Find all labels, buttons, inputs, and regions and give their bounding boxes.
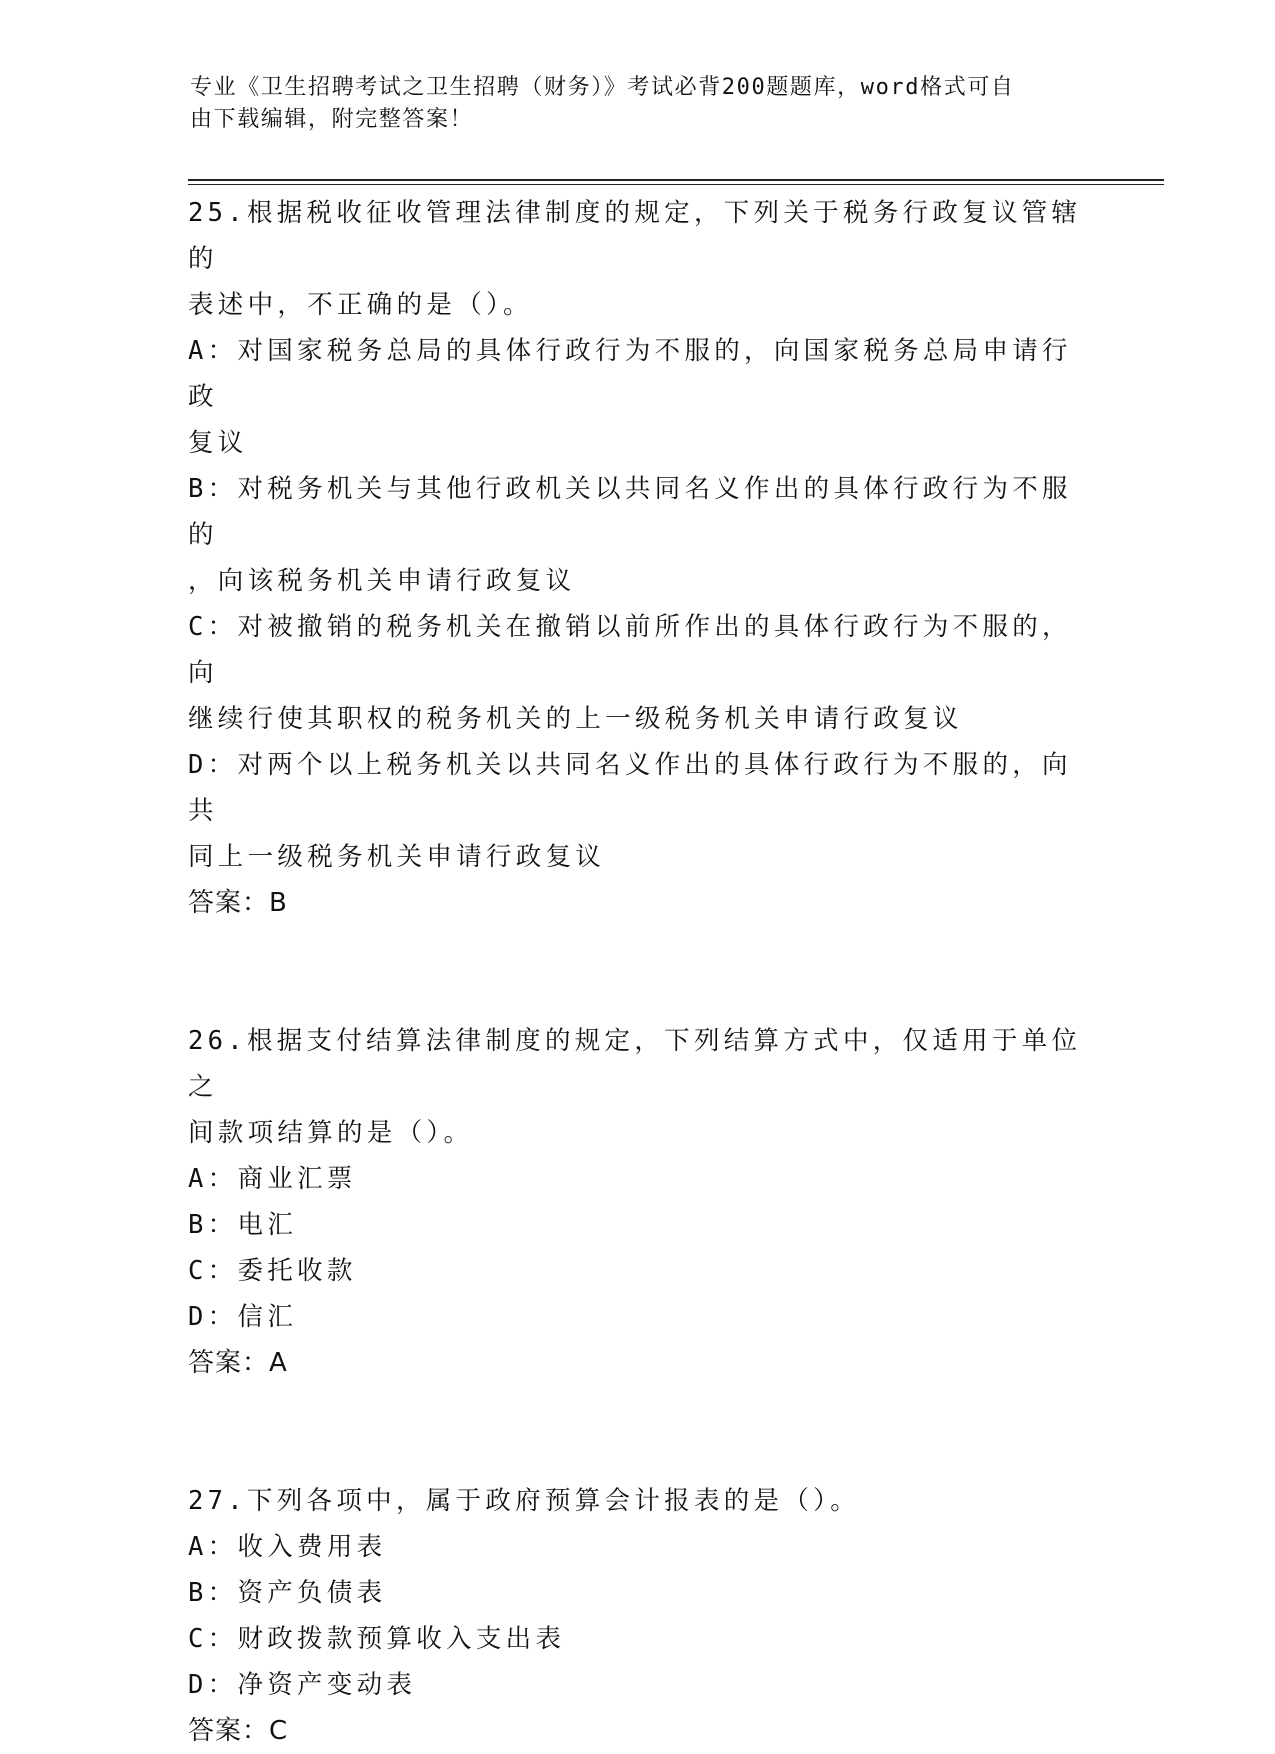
- question-text-line: 27.下列各项中，属于政府预算会计报表的是（）。: [188, 1486, 861, 1516]
- question-text-line: 26.根据支付结算法律制度的规定，下列结算方式中，仅适用于单位之: [188, 1026, 1082, 1102]
- option-b-line: ，向该税务机关申请行政复议: [188, 566, 576, 596]
- question-text-line: 表述中，不正确的是（）。: [188, 290, 533, 320]
- answer-label: 答案：C: [188, 1716, 289, 1746]
- question-spacer: [188, 926, 1088, 1018]
- option-d-line: D：信汇: [188, 1302, 298, 1332]
- question-text-line: 25.根据税收征收管理法律制度的规定，下列关于税务行政复议管辖的: [188, 198, 1082, 274]
- header-line-1: 专业《卫生招聘考试之卫生招聘（财务）》考试必背200题题库，word格式可自: [190, 75, 1015, 100]
- option-c-line: C：对被撤销的税务机关在撤销以前所作出的具体行政行为不服的，向: [188, 612, 1072, 688]
- header-divider-thick: [188, 179, 1164, 181]
- question-27: [188, 1478, 1088, 1754]
- answer-label: 答案：A: [188, 1348, 288, 1378]
- option-c-line: C：财政拨款预算收入支出表: [188, 1624, 566, 1654]
- question-text-line: 间款项结算的是（）。: [188, 1118, 474, 1148]
- option-a-line: A：收入费用表: [188, 1532, 387, 1562]
- option-b-line: B：资产负债表: [188, 1578, 387, 1608]
- option-d-line: D：净资产变动表: [188, 1670, 417, 1700]
- option-a-line: 复议: [188, 428, 248, 458]
- question-25: [188, 190, 1088, 926]
- option-c-line: C：委托收款: [188, 1256, 357, 1286]
- document-header: [190, 72, 1070, 136]
- option-a-line: A：商业汇票: [188, 1164, 357, 1194]
- option-d-line: 同上一级税务机关申请行政复议: [188, 842, 606, 872]
- answer-label: 答案：B: [188, 888, 288, 918]
- question-list: [188, 190, 1088, 1754]
- header-line-2: 由下载编辑，附完整答案！: [190, 107, 474, 132]
- option-d-line: D：对两个以上税务机关以共同名义作出的具体行政行为不服的，向共: [188, 750, 1072, 826]
- question-26: [188, 1018, 1088, 1386]
- header-divider-thin: [188, 184, 1164, 185]
- option-b-line: B：电汇: [188, 1210, 298, 1240]
- question-spacer: [188, 1386, 1088, 1478]
- option-c-line: 继续行使其职权的税务机关的上一级税务机关申请行政复议: [188, 704, 963, 734]
- option-a-line: A：对国家税务总局的具体行政行为不服的，向国家税务总局申请行政: [188, 336, 1072, 412]
- option-b-line: B：对税务机关与其他行政机关以共同名义作出的具体行政行为不服的: [188, 474, 1072, 550]
